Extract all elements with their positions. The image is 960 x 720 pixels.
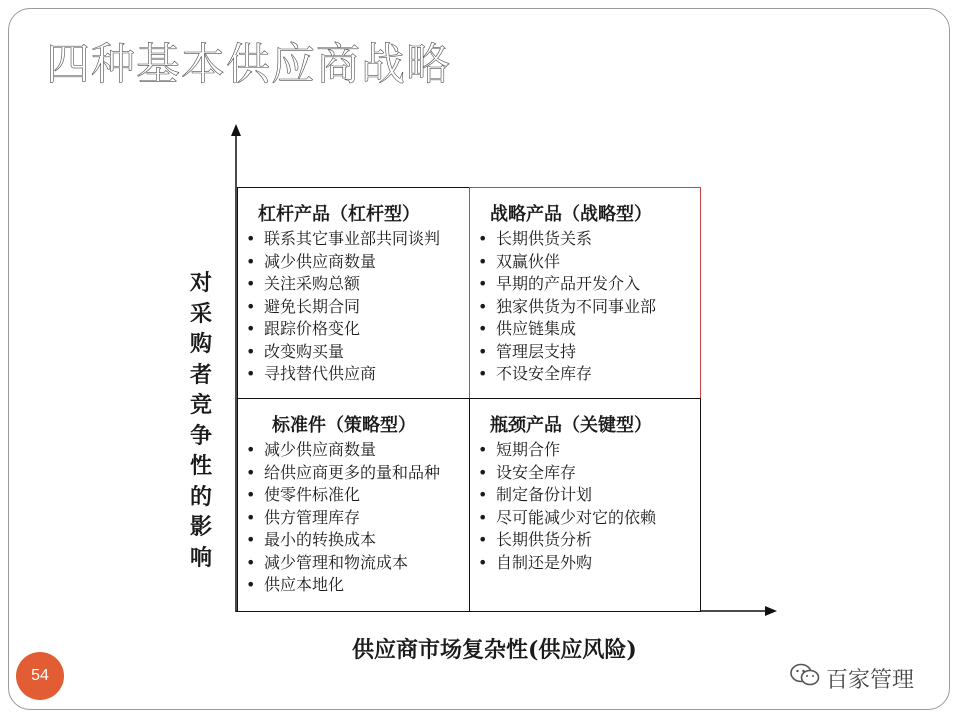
quadrant-strategic	[469, 187, 701, 399]
list-item: • 给供应商更多的量和品种	[246, 462, 440, 485]
page-number-badge: 54	[16, 652, 64, 700]
list-item: • 不设安全库存	[478, 363, 656, 386]
list-item: • 使零件标准化	[246, 484, 440, 507]
quadrant-bottleneck	[469, 398, 701, 612]
quadrant-title: 杠杆产品（杠杆型）	[258, 204, 420, 225]
list-item: • 设安全库存	[478, 462, 656, 485]
wechat-icon	[790, 662, 820, 694]
list-item: • 供方管理库存	[246, 507, 440, 530]
list-item: • 早期的产品开发介入	[478, 273, 656, 296]
list-item: • 关注采购总额	[246, 273, 440, 296]
list-item: • 寻找替代供应商	[246, 363, 440, 386]
quadrant-routine	[237, 398, 470, 612]
list-item: • 长期供货分析	[478, 529, 656, 552]
list-item: • 制定备份计划	[478, 484, 656, 507]
list-item: • 长期供货关系	[478, 228, 656, 251]
list-item: • 避免长期合同	[246, 296, 440, 319]
list-item: • 供应链集成	[478, 318, 656, 341]
quadrant-list	[478, 439, 656, 574]
list-item: • 改变购买量	[246, 341, 440, 364]
list-item: • 供应本地化	[246, 574, 440, 597]
list-item: • 双赢伙伴	[478, 251, 656, 274]
y-axis-arrow	[231, 124, 241, 136]
list-item: • 独家供货为不同事业部	[478, 296, 656, 319]
list-item: • 短期合作	[478, 439, 656, 462]
quadrant-leverage	[237, 187, 470, 399]
quadrant-list	[246, 228, 440, 386]
list-item: • 跟踪价格变化	[246, 318, 440, 341]
slide-title: 四种基本供应商战略	[46, 39, 451, 90]
list-item: • 联系其它事业部共同谈判	[246, 228, 440, 251]
list-item: • 减少供应商数量	[246, 439, 440, 462]
list-item: • 减少管理和物流成本	[246, 552, 440, 575]
list-item: • 最小的转换成本	[246, 529, 440, 552]
list-item: • 自制还是外购	[478, 552, 656, 575]
list-item: • 尽可能减少对它的依赖	[478, 507, 656, 530]
quadrant-list	[246, 439, 440, 597]
quadrant-title: 标准件（策略型）	[272, 415, 416, 436]
list-item: • 减少供应商数量	[246, 251, 440, 274]
quadrant-list	[478, 228, 656, 386]
list-item: • 管理层支持	[478, 341, 656, 364]
x-axis-arrow	[765, 606, 777, 616]
watermark	[790, 662, 914, 694]
quadrant-title: 战略产品（战略型）	[490, 204, 652, 225]
watermark-text: 百家管理	[826, 667, 915, 693]
x-axis-label: 供应商市场复杂性(供应风险)	[352, 637, 637, 663]
y-axis-label: 对采购者竞争性的影响	[189, 270, 212, 571]
quadrant-title: 瓶颈产品（关键型）	[490, 415, 652, 436]
